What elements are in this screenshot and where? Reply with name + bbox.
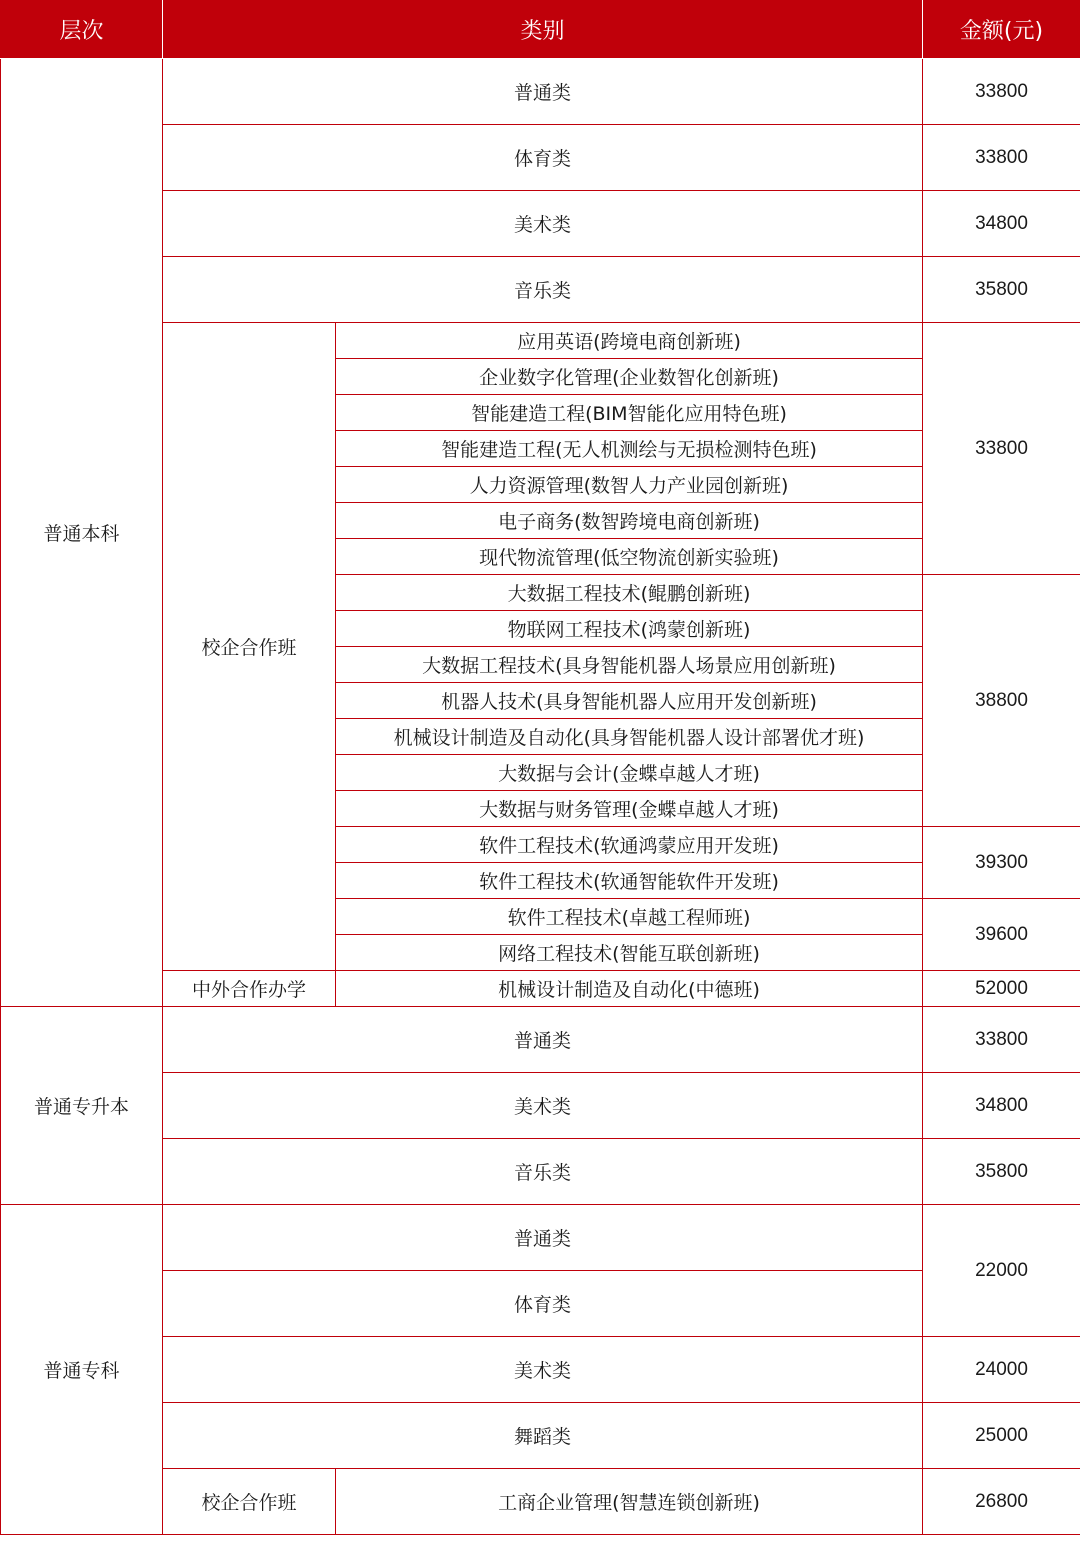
major-cell: 机械设计制造及自动化(具身智能机器人设计部署优才班)	[336, 719, 923, 755]
amount-cell: 33800	[923, 59, 1080, 125]
major-cell: 机械设计制造及自动化(中德班)	[336, 971, 923, 1007]
major-cell: 智能建造工程(BIM智能化应用特色班)	[336, 395, 923, 431]
subtype-coop: 校企合作班	[163, 323, 336, 971]
category-cell: 美术类	[163, 191, 923, 257]
amount-cell: 33800	[923, 323, 1080, 575]
table-row	[1, 971, 1080, 1007]
table-row	[1, 323, 1080, 359]
major-cell: 大数据工程技术(鲲鹏创新班)	[336, 575, 923, 611]
major-cell: 大数据与会计(金蝶卓越人才班)	[336, 755, 923, 791]
category-cell: 美术类	[163, 1073, 923, 1139]
major-cell: 现代物流管理(低空物流创新实验班)	[336, 539, 923, 575]
amount-cell: 35800	[923, 1139, 1080, 1205]
table-row	[1, 1007, 1080, 1073]
major-cell: 工商企业管理(智慧连锁创新班)	[336, 1469, 923, 1535]
amount-cell: 26800	[923, 1469, 1080, 1535]
category-cell: 美术类	[163, 1337, 923, 1403]
header-category: 类别	[163, 1, 923, 59]
amount-cell: 34800	[923, 1073, 1080, 1139]
category-cell: 音乐类	[163, 257, 923, 323]
amount-cell: 33800	[923, 125, 1080, 191]
major-cell: 软件工程技术(卓越工程师班)	[336, 899, 923, 935]
major-cell: 应用英语(跨境电商创新班)	[336, 323, 923, 359]
amount-cell: 22000	[923, 1205, 1080, 1337]
table-row	[1, 1139, 1080, 1205]
major-cell: 电子商务(数智跨境电商创新班)	[336, 503, 923, 539]
amount-cell: 35800	[923, 257, 1080, 323]
table-row	[1, 1403, 1080, 1469]
amount-cell: 52000	[923, 971, 1080, 1007]
table-row	[1, 1205, 1080, 1271]
amount-cell: 25000	[923, 1403, 1080, 1469]
level-junior: 普通专科	[1, 1205, 163, 1535]
amount-cell: 34800	[923, 191, 1080, 257]
level-undergrad: 普通本科	[1, 59, 163, 1007]
amount-cell: 39600	[923, 899, 1080, 971]
amount-cell: 24000	[923, 1337, 1080, 1403]
table-row	[1, 1469, 1080, 1535]
category-cell: 体育类	[163, 125, 923, 191]
category-cell: 音乐类	[163, 1139, 923, 1205]
category-cell: 体育类	[163, 1271, 923, 1337]
amount-cell: 39300	[923, 827, 1080, 899]
amount-cell: 38800	[923, 575, 1080, 827]
table-row	[1, 191, 1080, 257]
major-cell: 物联网工程技术(鸿蒙创新班)	[336, 611, 923, 647]
major-cell: 大数据与财务管理(金蝶卓越人才班)	[336, 791, 923, 827]
subtype-coop: 校企合作班	[163, 1469, 336, 1535]
category-cell: 普通类	[163, 1205, 923, 1271]
category-cell: 舞蹈类	[163, 1403, 923, 1469]
category-cell: 普通类	[163, 1007, 923, 1073]
major-cell: 大数据工程技术(具身智能机器人场景应用创新班)	[336, 647, 923, 683]
major-cell: 企业数字化管理(企业数智化创新班)	[336, 359, 923, 395]
header-level: 层次	[1, 1, 163, 59]
category-cell: 普通类	[163, 59, 923, 125]
table-row	[1, 59, 1080, 125]
table-row	[1, 1073, 1080, 1139]
header-row	[1, 1, 1080, 59]
table-row	[1, 257, 1080, 323]
table-row	[1, 125, 1080, 191]
major-cell: 智能建造工程(无人机测绘与无损检测特色班)	[336, 431, 923, 467]
amount-cell: 33800	[923, 1007, 1080, 1073]
major-cell: 人力资源管理(数智人力产业园创新班)	[336, 467, 923, 503]
header-amount: 金额(元)	[923, 1, 1080, 59]
subtype-sino-foreign: 中外合作办学	[163, 971, 336, 1007]
level-upgrade: 普通专升本	[1, 1007, 163, 1205]
table-row	[1, 1271, 1080, 1337]
major-cell: 网络工程技术(智能互联创新班)	[336, 935, 923, 971]
table-row	[1, 1337, 1080, 1403]
major-cell: 软件工程技术(软通鸿蒙应用开发班)	[336, 827, 923, 863]
major-cell: 机器人技术(具身智能机器人应用开发创新班)	[336, 683, 923, 719]
major-cell: 软件工程技术(软通智能软件开发班)	[336, 863, 923, 899]
